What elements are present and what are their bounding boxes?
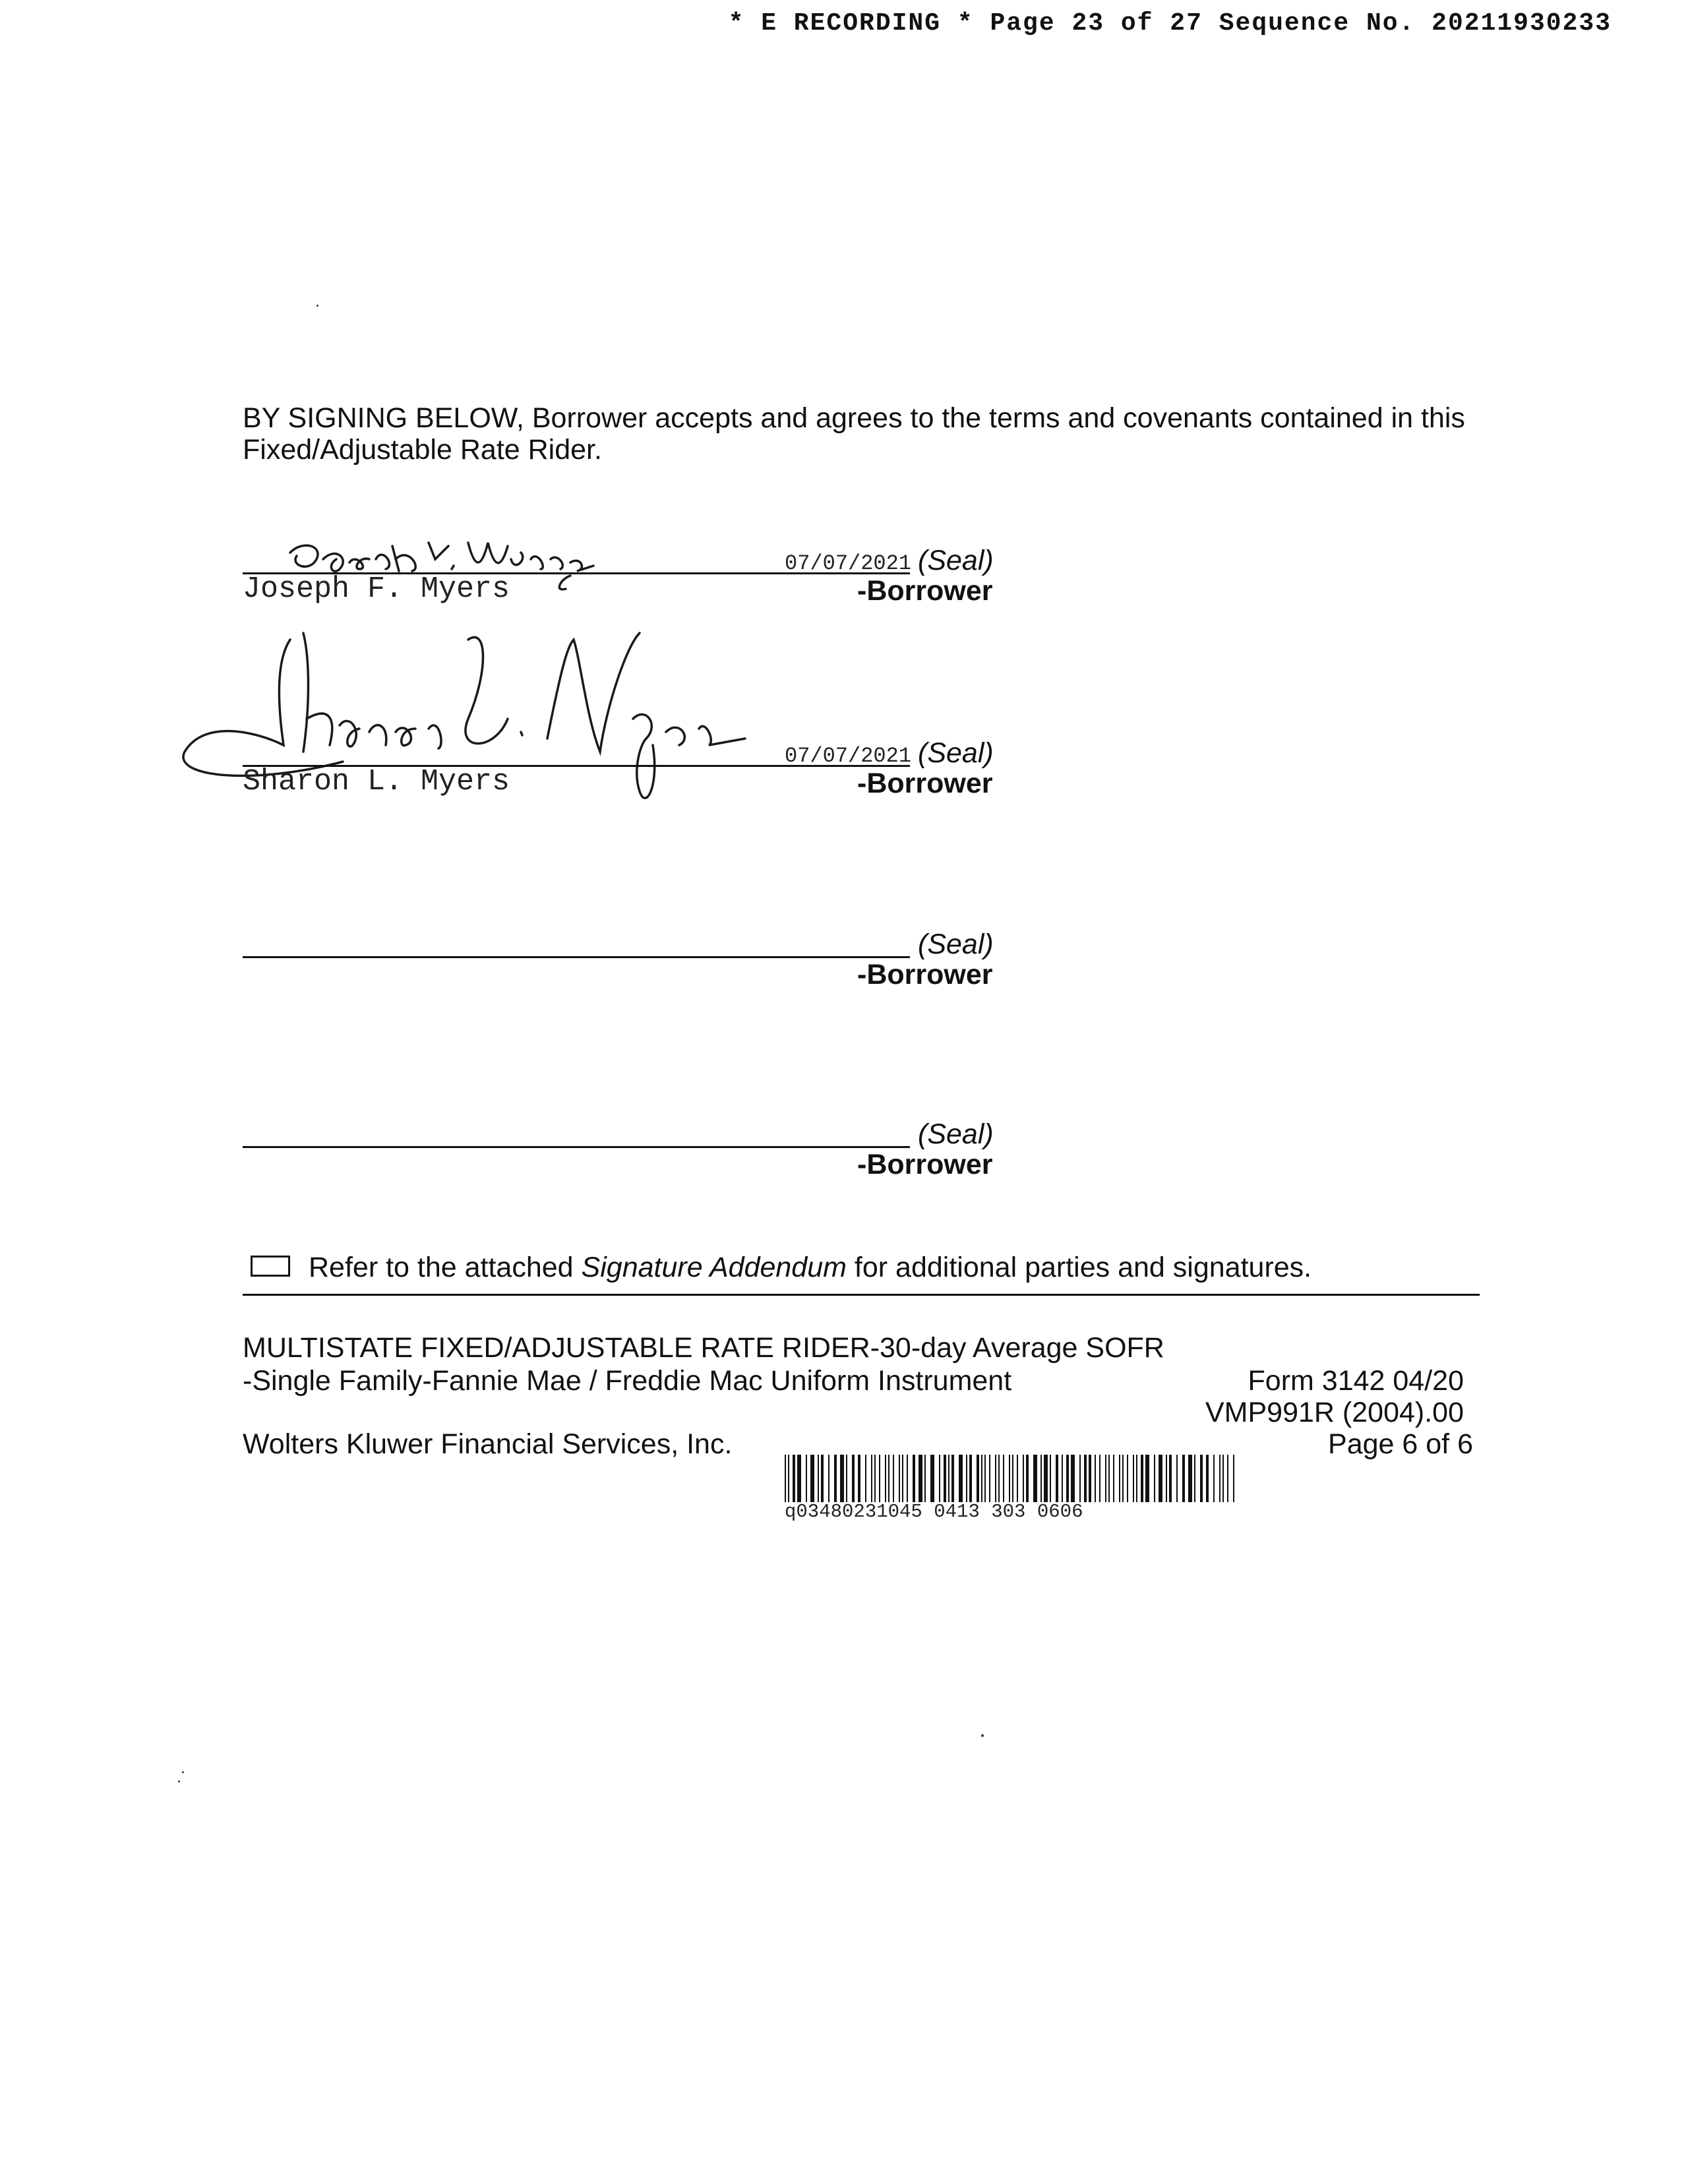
addendum-text: Refer to the attached Signature Addendum for additional parties and signatures. xyxy=(309,1252,1312,1283)
barcode-bar xyxy=(1095,1455,1096,1502)
barcode-bar xyxy=(995,1455,996,1502)
barcode-bar xyxy=(1066,1455,1069,1502)
barcode-bar xyxy=(818,1455,819,1502)
barcode-bar xyxy=(1145,1455,1149,1502)
barcode-bar xyxy=(984,1455,986,1502)
barcode-bar xyxy=(885,1455,886,1502)
borrower-printed-name: Joseph F. Myers xyxy=(243,572,510,606)
seal-label: (Seal) xyxy=(918,928,994,960)
intro-paragraph: BY SIGNING BELOW, Borrower accepts and agrees to the terms and covenants contained in this Fixed/Adjustable Rate Rider. xyxy=(243,402,1465,466)
barcode-bar xyxy=(874,1455,876,1502)
barcode-bar xyxy=(1233,1455,1234,1502)
barcode-bar xyxy=(1141,1455,1143,1502)
barcode-bar xyxy=(977,1455,979,1502)
borrower-role-label: -Borrower xyxy=(857,768,993,799)
barcode-bar xyxy=(1056,1455,1058,1502)
form-number: Form 3142 04/20 xyxy=(1248,1365,1464,1397)
barcode-bar xyxy=(1213,1455,1215,1502)
barcode-bar xyxy=(1219,1455,1221,1502)
barcode-bar xyxy=(1009,1455,1010,1502)
form-title-line1: MULTISTATE FIXED/ADJUSTABLE RATE RIDER-30-day Average SOFR xyxy=(243,1332,1164,1364)
barcode-bar xyxy=(981,1455,982,1502)
barcode-number: q03480231045 0413 303 0606 xyxy=(785,1501,1083,1523)
barcode-bar xyxy=(893,1455,894,1502)
barcode-bar xyxy=(793,1455,795,1502)
footer-divider xyxy=(243,1294,1480,1296)
barcode-bar xyxy=(1227,1455,1228,1502)
barcode-bar xyxy=(944,1455,946,1502)
barcode-bar xyxy=(1026,1455,1029,1502)
scan-speck xyxy=(316,305,318,307)
barcode-bar xyxy=(951,1455,954,1502)
barcode-bar xyxy=(1099,1455,1100,1502)
barcode-bar xyxy=(1169,1455,1172,1502)
signature-addendum-checkbox[interactable] xyxy=(251,1256,290,1277)
barcode-bar xyxy=(1089,1455,1091,1502)
barcode-bar xyxy=(998,1455,1000,1502)
barcode-bar xyxy=(1079,1455,1081,1502)
barcode-bar xyxy=(930,1455,934,1502)
barcode-bar xyxy=(1154,1455,1155,1502)
barcode-bar xyxy=(919,1455,922,1502)
barcode-bar xyxy=(1062,1455,1063,1502)
barcode-bar xyxy=(899,1455,900,1502)
barcode-bar xyxy=(1133,1455,1134,1502)
seal-label: (Seal) xyxy=(918,545,994,576)
barcode-bar xyxy=(1188,1455,1192,1502)
scan-speck xyxy=(178,1780,180,1782)
barcode-bar xyxy=(924,1455,926,1502)
borrower-role-label: -Borrower xyxy=(857,1149,993,1180)
vmp-code: VMP991R (2004).00 xyxy=(1205,1397,1464,1428)
barcode-bar xyxy=(913,1455,915,1502)
recording-stamp: * E RECORDING * Page 23 of 27 Sequence No. 20211930233 xyxy=(728,9,1612,38)
barcode-bar xyxy=(969,1455,972,1502)
borrower-role-label: -Borrower xyxy=(857,575,993,607)
publisher: Wolters Kluwer Financial Services, Inc. xyxy=(243,1428,733,1460)
barcode-bar xyxy=(1108,1455,1110,1502)
barcode-bar xyxy=(810,1455,814,1502)
barcode-bar xyxy=(1166,1455,1167,1502)
signature-date: 07/07/2021 xyxy=(785,551,912,576)
barcode-bar xyxy=(879,1455,880,1502)
barcode-bar xyxy=(840,1455,844,1502)
barcode-bar xyxy=(959,1455,963,1502)
barcode-bar xyxy=(1119,1455,1120,1502)
barcode-bar xyxy=(1003,1455,1004,1502)
barcode-bar xyxy=(852,1455,855,1502)
barcode-bar xyxy=(989,1455,990,1502)
form-title-line2: -Single Family-Fannie Mae / Freddie Mac Uniform Instrument xyxy=(243,1365,1012,1397)
signature-date: 07/07/2021 xyxy=(785,744,912,768)
barcode-bar xyxy=(948,1455,950,1502)
barcode-bar xyxy=(907,1455,908,1502)
barcode-bar xyxy=(939,1455,940,1502)
signature-line xyxy=(243,956,910,958)
barcode-bar xyxy=(1159,1455,1162,1502)
barcode-bar xyxy=(1176,1455,1178,1502)
barcode xyxy=(785,1455,1240,1502)
addendum-emphasis: Signature Addendum xyxy=(581,1252,847,1283)
barcode-bar xyxy=(865,1455,866,1502)
barcode-bar xyxy=(828,1455,829,1502)
barcode-bar xyxy=(966,1455,967,1502)
barcode-bar xyxy=(788,1455,789,1502)
barcode-bar xyxy=(1105,1455,1106,1502)
seal-label: (Seal) xyxy=(918,737,994,769)
barcode-bar xyxy=(902,1455,903,1502)
barcode-bar xyxy=(1136,1455,1137,1502)
seal-label: (Seal) xyxy=(918,1118,994,1150)
barcode-bar xyxy=(797,1455,801,1502)
barcode-bar xyxy=(888,1455,889,1502)
barcode-bar xyxy=(834,1455,837,1502)
barcode-bar xyxy=(1206,1455,1209,1502)
barcode-bar xyxy=(1012,1455,1013,1502)
page-number: Page 6 of 6 xyxy=(1328,1428,1473,1460)
barcode-bar xyxy=(821,1455,824,1502)
barcode-bar xyxy=(858,1455,860,1502)
barcode-bar xyxy=(1040,1455,1042,1502)
barcode-bar xyxy=(1023,1455,1024,1502)
barcode-bar xyxy=(871,1455,872,1502)
barcode-bar xyxy=(846,1455,847,1502)
borrower-role-label: -Borrower xyxy=(857,959,993,990)
barcode-bar xyxy=(1084,1455,1087,1502)
barcode-bar xyxy=(1033,1455,1037,1502)
barcode-bar xyxy=(1044,1455,1048,1502)
borrower-printed-name: Sharon L. Myers xyxy=(243,765,510,799)
barcode-bar xyxy=(1071,1455,1075,1502)
barcode-bar xyxy=(1182,1455,1185,1502)
barcode-bar xyxy=(1222,1455,1224,1502)
barcode-bar xyxy=(1127,1455,1128,1502)
barcode-bar xyxy=(1122,1455,1124,1502)
barcode-bar xyxy=(1194,1455,1195,1502)
signature-line xyxy=(243,1146,910,1148)
scan-speck xyxy=(981,1734,984,1737)
barcode-bar xyxy=(1050,1455,1051,1502)
barcode-bar xyxy=(806,1455,807,1502)
barcode-bar xyxy=(1200,1455,1203,1502)
barcode-bar xyxy=(785,1455,786,1502)
barcode-bar xyxy=(1113,1455,1114,1502)
scan-speck xyxy=(182,1771,184,1773)
barcode-bar xyxy=(1017,1455,1018,1502)
